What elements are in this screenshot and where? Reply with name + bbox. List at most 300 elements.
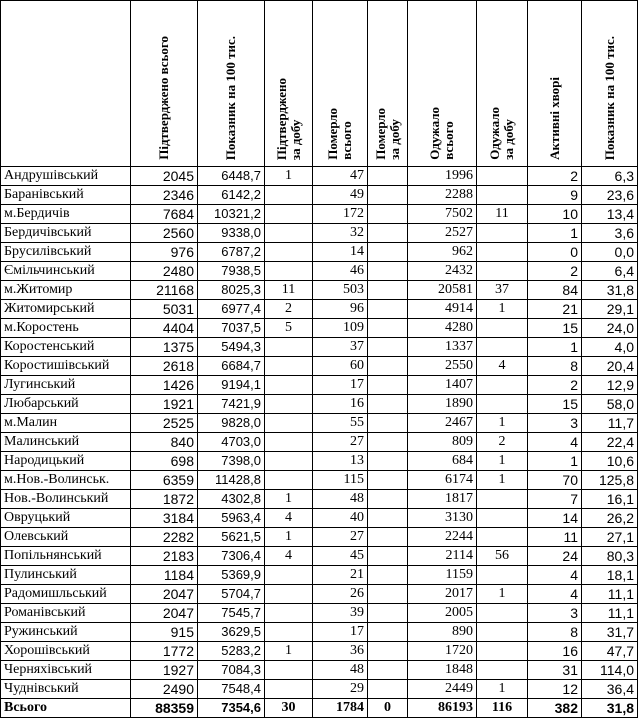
- table-header: [1, 1, 638, 167]
- cell-active-cases: 1: [528, 338, 582, 357]
- header-active-rate-per-100k: [582, 1, 638, 167]
- header-label: Підтверджено за добу: [273, 77, 303, 160]
- cell-deaths-daily: [368, 224, 408, 243]
- cell-district: м.Малин: [1, 414, 131, 433]
- cell-deaths-total: 45: [313, 547, 368, 566]
- cell-confirmed-total: 2282: [131, 528, 198, 547]
- cell-confirmed-daily: [265, 395, 313, 414]
- cell-active-rate-per-100k: 18,1: [582, 566, 638, 585]
- header-label: Активні хворі: [546, 77, 562, 160]
- cell-confirmed-total: 2047: [131, 585, 198, 604]
- cell-recovered-total: 2288: [408, 186, 477, 205]
- header-rate-per-100k: [198, 1, 265, 167]
- cell-district: Малинський: [1, 433, 131, 452]
- cell-confirmed-total: 2346: [131, 186, 198, 205]
- cell-active-cases: 382: [528, 699, 582, 718]
- cell-active-cases: 2: [528, 376, 582, 395]
- cell-confirmed-daily: 5: [265, 319, 313, 338]
- table-row: [1, 167, 638, 186]
- cell-active-rate-per-100k: 11,1: [582, 604, 638, 623]
- header-label: Показник на 100 тис.: [223, 35, 238, 160]
- cell-recovered-daily: 2: [477, 433, 528, 452]
- cell-confirmed-total: 1872: [131, 490, 198, 509]
- table-row: [1, 528, 638, 547]
- cell-recovered-total: 7502: [408, 205, 477, 224]
- cell-recovered-daily: 11: [477, 205, 528, 224]
- cell-recovered-total: 2005: [408, 604, 477, 623]
- cell-confirmed-daily: [265, 186, 313, 205]
- cell-recovered-daily: 56: [477, 547, 528, 566]
- cell-recovered-total: 20581: [408, 281, 477, 300]
- cell-deaths-total: 49: [313, 186, 368, 205]
- cell-confirmed-daily: [265, 661, 313, 680]
- header-district: [1, 1, 131, 167]
- table-row: [1, 300, 638, 319]
- cell-deaths-daily: [368, 414, 408, 433]
- cell-district: Коростишівський: [1, 357, 131, 376]
- cell-deaths-total: 32: [313, 224, 368, 243]
- cell-rate-per-100k: 7421,9: [198, 395, 265, 414]
- cell-confirmed-daily: [265, 338, 313, 357]
- cell-district: Овруцький: [1, 509, 131, 528]
- cell-confirmed-total: 7684: [131, 205, 198, 224]
- cell-deaths-daily: [368, 281, 408, 300]
- cell-recovered-daily: [477, 338, 528, 357]
- table-body: [1, 167, 638, 718]
- table-row: [1, 452, 638, 471]
- cell-recovered-daily: [477, 319, 528, 338]
- cell-confirmed-daily: 1: [265, 490, 313, 509]
- table-row: [1, 395, 638, 414]
- cell-recovered-daily: 1: [477, 585, 528, 604]
- table-row: [1, 509, 638, 528]
- cell-confirmed-total: 1921: [131, 395, 198, 414]
- cell-recovered-daily: 1: [477, 414, 528, 433]
- cell-rate-per-100k: 6977,4: [198, 300, 265, 319]
- cell-active-cases: 7: [528, 490, 582, 509]
- cell-active-cases: 14: [528, 509, 582, 528]
- header-label: Одужало всього: [427, 107, 456, 160]
- cell-deaths-total: 96: [313, 300, 368, 319]
- cell-active-cases: 11: [528, 528, 582, 547]
- cell-deaths-daily: [368, 262, 408, 281]
- cell-district: Андрушівський: [1, 167, 131, 186]
- cell-deaths-daily: [368, 376, 408, 395]
- table-row: [1, 338, 638, 357]
- cell-deaths-daily: 0: [368, 699, 408, 718]
- cell-deaths-total: 26: [313, 585, 368, 604]
- table-row: [1, 224, 638, 243]
- cell-rate-per-100k: 11428,8: [198, 471, 265, 490]
- cell-deaths-daily: [368, 509, 408, 528]
- cell-recovered-total: 684: [408, 452, 477, 471]
- cell-active-cases: 1: [528, 452, 582, 471]
- cell-district: Баранівський: [1, 186, 131, 205]
- cell-deaths-daily: [368, 490, 408, 509]
- cell-recovered-total: 6174: [408, 471, 477, 490]
- cell-active-cases: 84: [528, 281, 582, 300]
- table-row: [1, 376, 638, 395]
- cell-district: Олевський: [1, 528, 131, 547]
- cell-district: м.Бердичів: [1, 205, 131, 224]
- cell-recovered-total: 2244: [408, 528, 477, 547]
- cell-confirmed-total: 915: [131, 623, 198, 642]
- cell-district: Хорошівський: [1, 642, 131, 661]
- cell-deaths-daily: [368, 186, 408, 205]
- cell-active-rate-per-100k: 27,1: [582, 528, 638, 547]
- cell-rate-per-100k: 7354,6: [198, 699, 265, 718]
- cell-confirmed-total: 4404: [131, 319, 198, 338]
- cell-active-cases: 2: [528, 262, 582, 281]
- cell-deaths-total: 40: [313, 509, 368, 528]
- cell-active-rate-per-100k: 12,9: [582, 376, 638, 395]
- cell-confirmed-daily: [265, 604, 313, 623]
- cell-active-cases: 4: [528, 566, 582, 585]
- cell-deaths-total: 36: [313, 642, 368, 661]
- cell-district: Пулинський: [1, 566, 131, 585]
- cell-confirmed-total: 2560: [131, 224, 198, 243]
- cell-recovered-daily: 1: [477, 471, 528, 490]
- cell-rate-per-100k: 6448,7: [198, 167, 265, 186]
- cell-district: Любарський: [1, 395, 131, 414]
- cell-deaths-daily: [368, 300, 408, 319]
- cell-recovered-daily: [477, 566, 528, 585]
- cell-confirmed-daily: [265, 471, 313, 490]
- cell-active-rate-per-100k: 114,0: [582, 661, 638, 680]
- cell-confirmed-total: 2045: [131, 167, 198, 186]
- cell-deaths-total: 27: [313, 433, 368, 452]
- cell-rate-per-100k: 4703,0: [198, 433, 265, 452]
- cell-deaths-total: 172: [313, 205, 368, 224]
- table-row: [1, 623, 638, 642]
- cell-rate-per-100k: 10321,2: [198, 205, 265, 224]
- cell-rate-per-100k: 9338,0: [198, 224, 265, 243]
- cell-active-rate-per-100k: 20,4: [582, 357, 638, 376]
- cell-active-rate-per-100k: 4,0: [582, 338, 638, 357]
- cell-deaths-total: 14: [313, 243, 368, 262]
- header-active-cases: [528, 1, 582, 167]
- cell-active-cases: 4: [528, 433, 582, 452]
- cell-active-cases: 70: [528, 471, 582, 490]
- cell-deaths-daily: [368, 167, 408, 186]
- table-row: [1, 566, 638, 585]
- cell-rate-per-100k: 5704,7: [198, 585, 265, 604]
- cell-deaths-total: 39: [313, 604, 368, 623]
- cell-deaths-total: 503: [313, 281, 368, 300]
- cell-deaths-daily: [368, 243, 408, 262]
- header-label: Померло за добу: [372, 108, 402, 160]
- cell-deaths-daily: [368, 528, 408, 547]
- cell-district: Ємільчинський: [1, 262, 131, 281]
- cell-active-rate-per-100k: 31,8: [582, 699, 638, 718]
- cell-recovered-daily: [477, 642, 528, 661]
- cell-recovered-daily: [477, 167, 528, 186]
- cell-active-rate-per-100k: 31,7: [582, 623, 638, 642]
- table-row: [1, 262, 638, 281]
- cell-confirmed-daily: [265, 376, 313, 395]
- cell-rate-per-100k: 6684,7: [198, 357, 265, 376]
- header-recovered-total: [408, 1, 477, 167]
- cell-confirmed-total: 2480: [131, 262, 198, 281]
- cell-recovered-daily: 1: [477, 300, 528, 319]
- cell-active-rate-per-100k: 6,4: [582, 262, 638, 281]
- cell-confirmed-daily: [265, 357, 313, 376]
- cell-confirmed-total: 2490: [131, 680, 198, 699]
- cell-active-rate-per-100k: 80,3: [582, 547, 638, 566]
- cell-active-cases: 2: [528, 167, 582, 186]
- cell-confirmed-daily: 1: [265, 528, 313, 547]
- table-row: [1, 243, 638, 262]
- table-row: [1, 319, 638, 338]
- cell-active-rate-per-100k: 16,1: [582, 490, 638, 509]
- cell-active-cases: 8: [528, 623, 582, 642]
- cell-recovered-daily: [477, 262, 528, 281]
- cell-confirmed-daily: [265, 623, 313, 642]
- cell-active-rate-per-100k: 6,3: [582, 167, 638, 186]
- cell-rate-per-100k: 6142,2: [198, 186, 265, 205]
- cell-confirmed-daily: [265, 585, 313, 604]
- cell-active-rate-per-100k: 23,6: [582, 186, 638, 205]
- cell-district: Радомишльський: [1, 585, 131, 604]
- cell-deaths-total: 13: [313, 452, 368, 471]
- cell-recovered-daily: [477, 243, 528, 262]
- cell-confirmed-total: 1375: [131, 338, 198, 357]
- cell-deaths-daily: [368, 205, 408, 224]
- cell-recovered-daily: [477, 604, 528, 623]
- cell-rate-per-100k: 5963,4: [198, 509, 265, 528]
- cell-deaths-daily: [368, 661, 408, 680]
- cell-recovered-daily: [477, 528, 528, 547]
- cell-confirmed-total: 1184: [131, 566, 198, 585]
- table-row: [1, 604, 638, 623]
- cell-active-cases: 15: [528, 319, 582, 338]
- cell-deaths-daily: [368, 566, 408, 585]
- cell-active-cases: 10: [528, 205, 582, 224]
- cell-deaths-total: 115: [313, 471, 368, 490]
- cell-active-rate-per-100k: 26,2: [582, 509, 638, 528]
- cell-district: Черняхівський: [1, 661, 131, 680]
- cell-confirmed-daily: 4: [265, 547, 313, 566]
- cell-confirmed-daily: 1: [265, 642, 313, 661]
- cell-deaths-total: 17: [313, 623, 368, 642]
- cell-deaths-total: 21: [313, 566, 368, 585]
- cell-confirmed-daily: [265, 262, 313, 281]
- cell-confirmed-daily: 4: [265, 509, 313, 528]
- cell-deaths-total: 47: [313, 167, 368, 186]
- cell-district: Нов.-Волинський: [1, 490, 131, 509]
- cell-active-rate-per-100k: 11,1: [582, 585, 638, 604]
- cell-recovered-daily: [477, 490, 528, 509]
- cell-district: Брусилівський: [1, 243, 131, 262]
- cell-active-cases: 9: [528, 186, 582, 205]
- table-row: [1, 471, 638, 490]
- cell-active-cases: 8: [528, 357, 582, 376]
- table-row: [1, 205, 638, 224]
- cell-recovered-daily: [477, 395, 528, 414]
- header-row: [1, 1, 638, 167]
- cell-confirmed-total: 21168: [131, 281, 198, 300]
- cell-district: Бердичівський: [1, 224, 131, 243]
- table-row: [1, 186, 638, 205]
- cell-district: Всього: [1, 699, 131, 718]
- cell-recovered-daily: 116: [477, 699, 528, 718]
- header-confirmed-total: [131, 1, 198, 167]
- header-recovered-daily: [477, 1, 528, 167]
- cell-rate-per-100k: 7037,5: [198, 319, 265, 338]
- cell-district: Ружинський: [1, 623, 131, 642]
- cell-deaths-total: 55: [313, 414, 368, 433]
- cell-active-rate-per-100k: 11,7: [582, 414, 638, 433]
- cell-deaths-daily: [368, 319, 408, 338]
- cell-deaths-total: 27: [313, 528, 368, 547]
- cell-recovered-daily: 1: [477, 680, 528, 699]
- cell-confirmed-daily: [265, 452, 313, 471]
- cell-confirmed-daily: [265, 205, 313, 224]
- cell-deaths-daily: [368, 338, 408, 357]
- cell-recovered-total: 4280: [408, 319, 477, 338]
- cell-deaths-daily: [368, 642, 408, 661]
- cell-rate-per-100k: 5369,9: [198, 566, 265, 585]
- cell-active-cases: 3: [528, 604, 582, 623]
- cell-rate-per-100k: 7084,3: [198, 661, 265, 680]
- cell-rate-per-100k: 8025,3: [198, 281, 265, 300]
- table-row: [1, 680, 638, 699]
- cell-confirmed-daily: [265, 414, 313, 433]
- cell-recovered-total: 2017: [408, 585, 477, 604]
- cell-rate-per-100k: 7545,7: [198, 604, 265, 623]
- cell-active-rate-per-100k: 29,1: [582, 300, 638, 319]
- cell-confirmed-total: 1927: [131, 661, 198, 680]
- cell-rate-per-100k: 7548,4: [198, 680, 265, 699]
- cell-recovered-total: 1996: [408, 167, 477, 186]
- cell-recovered-total: 4914: [408, 300, 477, 319]
- cell-recovered-total: 1337: [408, 338, 477, 357]
- cell-rate-per-100k: 9828,0: [198, 414, 265, 433]
- header-confirmed-daily: [265, 1, 313, 167]
- cell-deaths-daily: [368, 604, 408, 623]
- cell-district: Чуднівський: [1, 680, 131, 699]
- cell-confirmed-daily: [265, 243, 313, 262]
- cell-active-rate-per-100k: 10,6: [582, 452, 638, 471]
- header-label: Одужало за добу: [487, 107, 516, 160]
- cell-recovered-total: 2550: [408, 357, 477, 376]
- cell-district: Народицький: [1, 452, 131, 471]
- cell-confirmed-total: 840: [131, 433, 198, 452]
- cell-confirmed-total: 2525: [131, 414, 198, 433]
- cell-recovered-daily: [477, 661, 528, 680]
- cell-district: м.Коростень: [1, 319, 131, 338]
- cell-active-cases: 31: [528, 661, 582, 680]
- cell-district: Житомирський: [1, 300, 131, 319]
- cell-district: м.Нов.-Волинськ.: [1, 471, 131, 490]
- cell-recovered-daily: 4: [477, 357, 528, 376]
- cell-recovered-daily: [477, 224, 528, 243]
- cell-confirmed-total: 2183: [131, 547, 198, 566]
- cell-deaths-daily: [368, 471, 408, 490]
- cell-active-cases: 24: [528, 547, 582, 566]
- total-row: [1, 699, 638, 718]
- cell-active-cases: 21: [528, 300, 582, 319]
- cell-deaths-daily: [368, 433, 408, 452]
- cell-recovered-total: 962: [408, 243, 477, 262]
- cell-recovered-total: 3130: [408, 509, 477, 528]
- table-row: [1, 414, 638, 433]
- cell-confirmed-daily: [265, 224, 313, 243]
- header-label: Показник на 100 тис.: [601, 35, 617, 160]
- cell-recovered-total: 890: [408, 623, 477, 642]
- cell-active-rate-per-100k: 36,4: [582, 680, 638, 699]
- cell-deaths-total: 16: [313, 395, 368, 414]
- cell-confirmed-daily: 1: [265, 167, 313, 186]
- cell-deaths-daily: [368, 680, 408, 699]
- cell-active-cases: 15: [528, 395, 582, 414]
- cell-rate-per-100k: 4302,8: [198, 490, 265, 509]
- cell-confirmed-total: 2047: [131, 604, 198, 623]
- cell-active-rate-per-100k: 3,6: [582, 224, 638, 243]
- cell-rate-per-100k: 7938,5: [198, 262, 265, 281]
- header-deaths-total: [313, 1, 368, 167]
- cell-recovered-daily: [477, 376, 528, 395]
- cell-recovered-total: 2114: [408, 547, 477, 566]
- cell-active-rate-per-100k: 31,8: [582, 281, 638, 300]
- cell-deaths-total: 48: [313, 490, 368, 509]
- cell-confirmed-total: 2618: [131, 357, 198, 376]
- cell-district: Коростенський: [1, 338, 131, 357]
- cell-recovered-total: 2449: [408, 680, 477, 699]
- cell-deaths-daily: [368, 357, 408, 376]
- table-row: [1, 490, 638, 509]
- cell-confirmed-total: 1426: [131, 376, 198, 395]
- table-row: [1, 585, 638, 604]
- cell-confirmed-total: 88359: [131, 699, 198, 718]
- cell-recovered-total: 1407: [408, 376, 477, 395]
- cell-deaths-total: 37: [313, 338, 368, 357]
- cell-active-cases: 0: [528, 243, 582, 262]
- cell-deaths-daily: [368, 547, 408, 566]
- cell-rate-per-100k: 5283,2: [198, 642, 265, 661]
- table-row: [1, 357, 638, 376]
- cell-recovered-total: 1817: [408, 490, 477, 509]
- cell-recovered-daily: [477, 186, 528, 205]
- cell-confirmed-total: 698: [131, 452, 198, 471]
- cell-confirmed-daily: 2: [265, 300, 313, 319]
- cell-recovered-daily: 1: [477, 452, 528, 471]
- cell-active-cases: 12: [528, 680, 582, 699]
- cell-deaths-total: 1784: [313, 699, 368, 718]
- table-row: [1, 661, 638, 680]
- cell-rate-per-100k: 7398,0: [198, 452, 265, 471]
- cell-deaths-daily: [368, 585, 408, 604]
- cell-district: Попільнянський: [1, 547, 131, 566]
- cell-recovered-total: 1890: [408, 395, 477, 414]
- cell-deaths-total: 48: [313, 661, 368, 680]
- table-row: [1, 547, 638, 566]
- cell-active-rate-per-100k: 13,4: [582, 205, 638, 224]
- cell-rate-per-100k: 3629,5: [198, 623, 265, 642]
- cell-district: Романівський: [1, 604, 131, 623]
- cell-recovered-daily: [477, 623, 528, 642]
- cell-confirmed-total: 5031: [131, 300, 198, 319]
- cell-active-cases: 4: [528, 585, 582, 604]
- cell-district: Лугинський: [1, 376, 131, 395]
- cell-recovered-total: 1848: [408, 661, 477, 680]
- cell-active-cases: 3: [528, 414, 582, 433]
- cell-recovered-total: 86193: [408, 699, 477, 718]
- cell-confirmed-daily: [265, 433, 313, 452]
- table-row: [1, 433, 638, 452]
- cell-district: м.Житомир: [1, 281, 131, 300]
- cell-confirmed-total: 6359: [131, 471, 198, 490]
